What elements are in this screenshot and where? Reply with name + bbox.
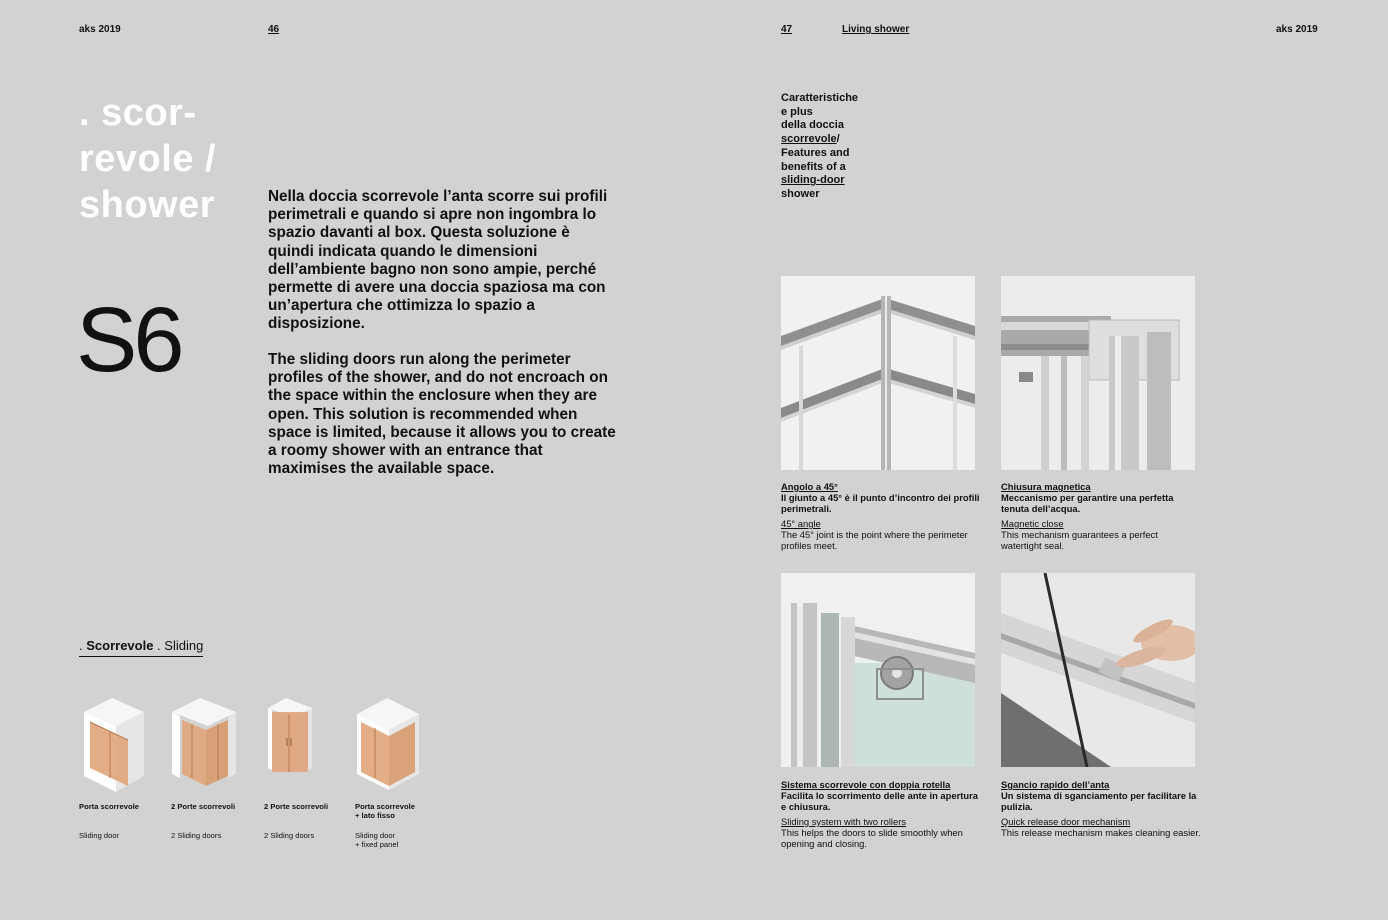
feature-desc-en: The 45° joint is the point where the perimeter profiles meet. [781, 529, 968, 551]
features-heading [781, 92, 891, 202]
feature-caption [781, 779, 981, 849]
feature-caption [781, 481, 981, 551]
angle-45-photo [781, 276, 975, 470]
title-line-2: revole / [79, 138, 217, 180]
variant-label-it-line: + lato fisso [355, 811, 395, 820]
feature-title-en: 45° angle [781, 518, 821, 529]
feature-desc-it: Il giunto a 45° è il punto d’incontro dei profili perimetrali. [781, 492, 980, 514]
feature-title-it: Chiusura magnetica [1001, 481, 1091, 492]
right-brand: aks 2019 [1276, 24, 1318, 35]
features-heading-line [781, 133, 891, 147]
variant-label-en-line: 2 Sliding doors [171, 831, 222, 840]
section-title-en: Sliding [164, 638, 204, 653]
feature-title-it: Sistema scorrevole con doppia rotella [781, 779, 951, 790]
section-title-it: Scorrevole [86, 638, 154, 653]
sliding-door-icon [76, 694, 146, 792]
intro-english: The sliding doors run along the perimeter profiles of the shower, and do not encroach on the space within the enclosure when they are open. This solution is recommended when space is limited, because it allows you to create a roomy shower with an entrance that maximises the available space. [268, 351, 616, 478]
title-line-3: shower [79, 184, 216, 226]
variant-label-it-line: 2 Porte scorrevoli [171, 802, 236, 811]
variant-label-it [171, 802, 251, 811]
features-heading-line: e plus [781, 105, 813, 118]
features-heading-link-it: scorrevole [781, 133, 837, 146]
variant-label-it-line: 2 Porte scorrevoli [264, 802, 329, 811]
feature-desc-en: This mechanism guarantees a perfect watertight seal. [1001, 529, 1158, 551]
features-heading-line: benefits of a [781, 160, 846, 173]
features-heading-line: della doccia [781, 119, 844, 132]
sliding-door-fixed-panel-icon [353, 694, 423, 792]
feature-desc-it: Meccanismo per garantire una perfetta tenuta dell’acqua. [1001, 492, 1174, 514]
section-separator: . [153, 638, 165, 653]
variant-label-it [264, 802, 344, 811]
quick-release-photo [1001, 573, 1195, 767]
variant-label-en [171, 831, 251, 840]
features-heading-line: Caratteristiche [781, 92, 859, 104]
feature-title-en: Quick release door mechanism [1001, 816, 1131, 827]
feature-title-en: Magnetic close [1001, 518, 1064, 529]
feature-caption [1001, 779, 1201, 838]
features-heading-line: shower [781, 187, 820, 200]
feature-desc-it: Facilita lo scorrimento delle ante in apertura e chiusura. [781, 790, 978, 812]
section-name: Living shower [842, 24, 910, 35]
section-prefix: . [79, 638, 87, 653]
feature-title-en: Sliding system with two rollers [781, 816, 907, 827]
intro-italian: Nella doccia scorrevole l’anta scorre sui profili perimetrali e quando si apre non ingombra lo spazio davanti al box. Questa soluzione è quindi indicata quando le dimensioni dell’ambiente bagno non sono ampie, perché permette di avere una doccia spaziosa ma con un’apertura che ottimizza lo spazio a disposizione. [268, 188, 608, 333]
variant-label-en-line: Sliding door [79, 831, 120, 840]
double-roller-photo [781, 573, 975, 767]
variant-label-en-line: + fixed panel [355, 840, 399, 849]
feature-desc-en: This release mechanism makes cleaning easier. [1001, 827, 1201, 838]
variant-label-it-line: Porta scorrevole [355, 802, 415, 811]
variant-label-en [79, 831, 159, 840]
section-title [79, 638, 203, 657]
magnetic-close-photo [1001, 276, 1195, 470]
features-heading-link-en: sliding-door [781, 174, 845, 187]
left-page-number: 46 [268, 24, 280, 35]
variant-label-it [355, 802, 435, 820]
feature-title-it: Sgancio rapido dell’anta [1001, 779, 1110, 790]
feature-desc-it: Un sistema di sganciamento per facilitare la pulizia. [1001, 790, 1197, 812]
variant-label-en [264, 831, 344, 840]
variant-label-it [79, 802, 159, 811]
two-sliding-doors-corner-icon [170, 694, 240, 792]
variant-label-en-line: Sliding door [355, 831, 396, 840]
page-title [79, 90, 216, 228]
variant-label-en-line: 2 Sliding doors [264, 831, 315, 840]
left-brand: aks 2019 [79, 24, 121, 35]
features-heading-line: Features and [781, 146, 850, 159]
two-sliding-doors-front-icon [262, 694, 332, 792]
feature-title-it: Angolo a 45° [781, 481, 838, 492]
right-page-number: 47 [781, 24, 793, 35]
features-heading-slash: / [836, 133, 840, 146]
variant-label-it-line: Porta scorrevole [79, 802, 139, 811]
model-code: S6 [76, 289, 181, 391]
title-line-1: . scor- [79, 92, 197, 134]
feature-desc-en: This helps the doors to slide smoothly when opening and closing. [781, 827, 963, 849]
feature-caption [1001, 481, 1201, 551]
variant-label-en [355, 831, 435, 849]
